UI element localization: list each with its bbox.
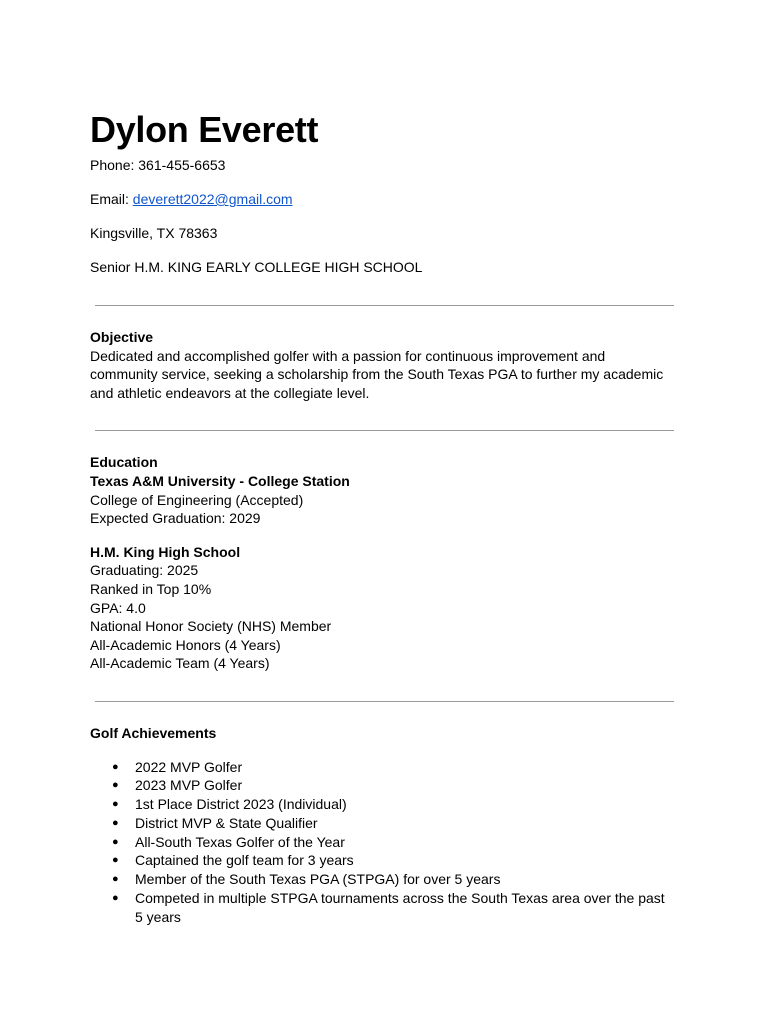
bullet-icon: ●	[112, 892, 119, 905]
school-name: Texas A&M University - College Station	[90, 472, 350, 489]
list-item	[90, 795, 675, 814]
objective-text: Dedicated and accomplished golfer with a passion for continuous improvement and community service, seeking a scholarship from the South Texas PGA to further my academic and athletic endeavors at the collegiate level.	[90, 347, 664, 401]
list-item	[90, 870, 675, 889]
golf-heading: Golf Achievements	[90, 724, 217, 741]
bullet-icon: ●	[112, 760, 119, 773]
education-entry	[90, 543, 680, 673]
list-item	[90, 851, 675, 870]
education-detail: Expected Graduation: 2029	[90, 510, 261, 527]
achievement-text: 2023 MVP Golfer	[135, 777, 243, 794]
school-name: H.M. King High School	[90, 543, 241, 560]
education-detail: All-Academic Honors (4 Years)	[90, 636, 281, 653]
achievement-text: 1st Place District 2023 (Individual)	[135, 796, 347, 813]
email-label: Email:	[90, 191, 129, 207]
education-detail: All-Academic Team (4 Years)	[90, 655, 270, 672]
achievement-text: Competed in multiple STPGA tournaments across the South Texas area over the past 5 years	[135, 890, 665, 925]
candidate-name: Dylon Everett	[90, 109, 319, 150]
education-detail: GPA: 4.0	[90, 599, 146, 616]
golf-section	[90, 724, 680, 927]
phone-line	[90, 156, 680, 174]
list-item	[90, 889, 675, 927]
list-item	[90, 814, 675, 833]
section-divider	[95, 430, 674, 431]
phone-number: 361-455-6653	[138, 157, 226, 173]
list-item	[90, 758, 675, 777]
objective-section	[90, 328, 680, 402]
email-link[interactable]: deverett2022@gmail.com	[132, 191, 293, 207]
phone-label: Phone:	[90, 157, 135, 173]
achievement-text: 2022 MVP Golfer	[135, 758, 243, 775]
list-item	[90, 833, 675, 852]
objective-heading: Objective	[90, 329, 154, 345]
education-entry	[90, 472, 680, 528]
education-section	[90, 453, 680, 673]
education-detail: College of Engineering (Accepted)	[90, 491, 304, 508]
education-heading: Education	[90, 454, 158, 471]
bullet-icon: ●	[112, 779, 119, 792]
list-item	[90, 776, 675, 795]
education-detail: National Honor Society (NHS) Member	[90, 618, 332, 635]
email-line	[90, 190, 680, 208]
school-status: Senior H.M. KING EARLY COLLEGE HIGH SCHOOL	[90, 259, 423, 275]
section-divider	[95, 701, 674, 702]
bullet-icon: ●	[112, 835, 119, 848]
bullet-icon: ●	[112, 873, 119, 886]
achievement-text: All-South Texas Golfer of the Year	[135, 833, 345, 850]
achievement-text: Captained the golf team for 3 years	[135, 852, 354, 869]
bullet-icon: ●	[112, 854, 119, 867]
education-detail: Ranked in Top 10%	[90, 580, 212, 597]
achievement-text: Member of the South Texas PGA (STPGA) for over 5 years	[135, 871, 501, 888]
education-detail: Graduating: 2025	[90, 562, 199, 579]
bullet-icon: ●	[112, 816, 119, 829]
location: Kingsville, TX 78363	[90, 225, 218, 241]
bullet-icon: ●	[112, 798, 119, 811]
resume-page	[90, 108, 680, 927]
achievement-list	[90, 758, 680, 927]
section-divider	[95, 305, 674, 306]
achievement-text: District MVP & State Qualifier	[135, 814, 318, 831]
